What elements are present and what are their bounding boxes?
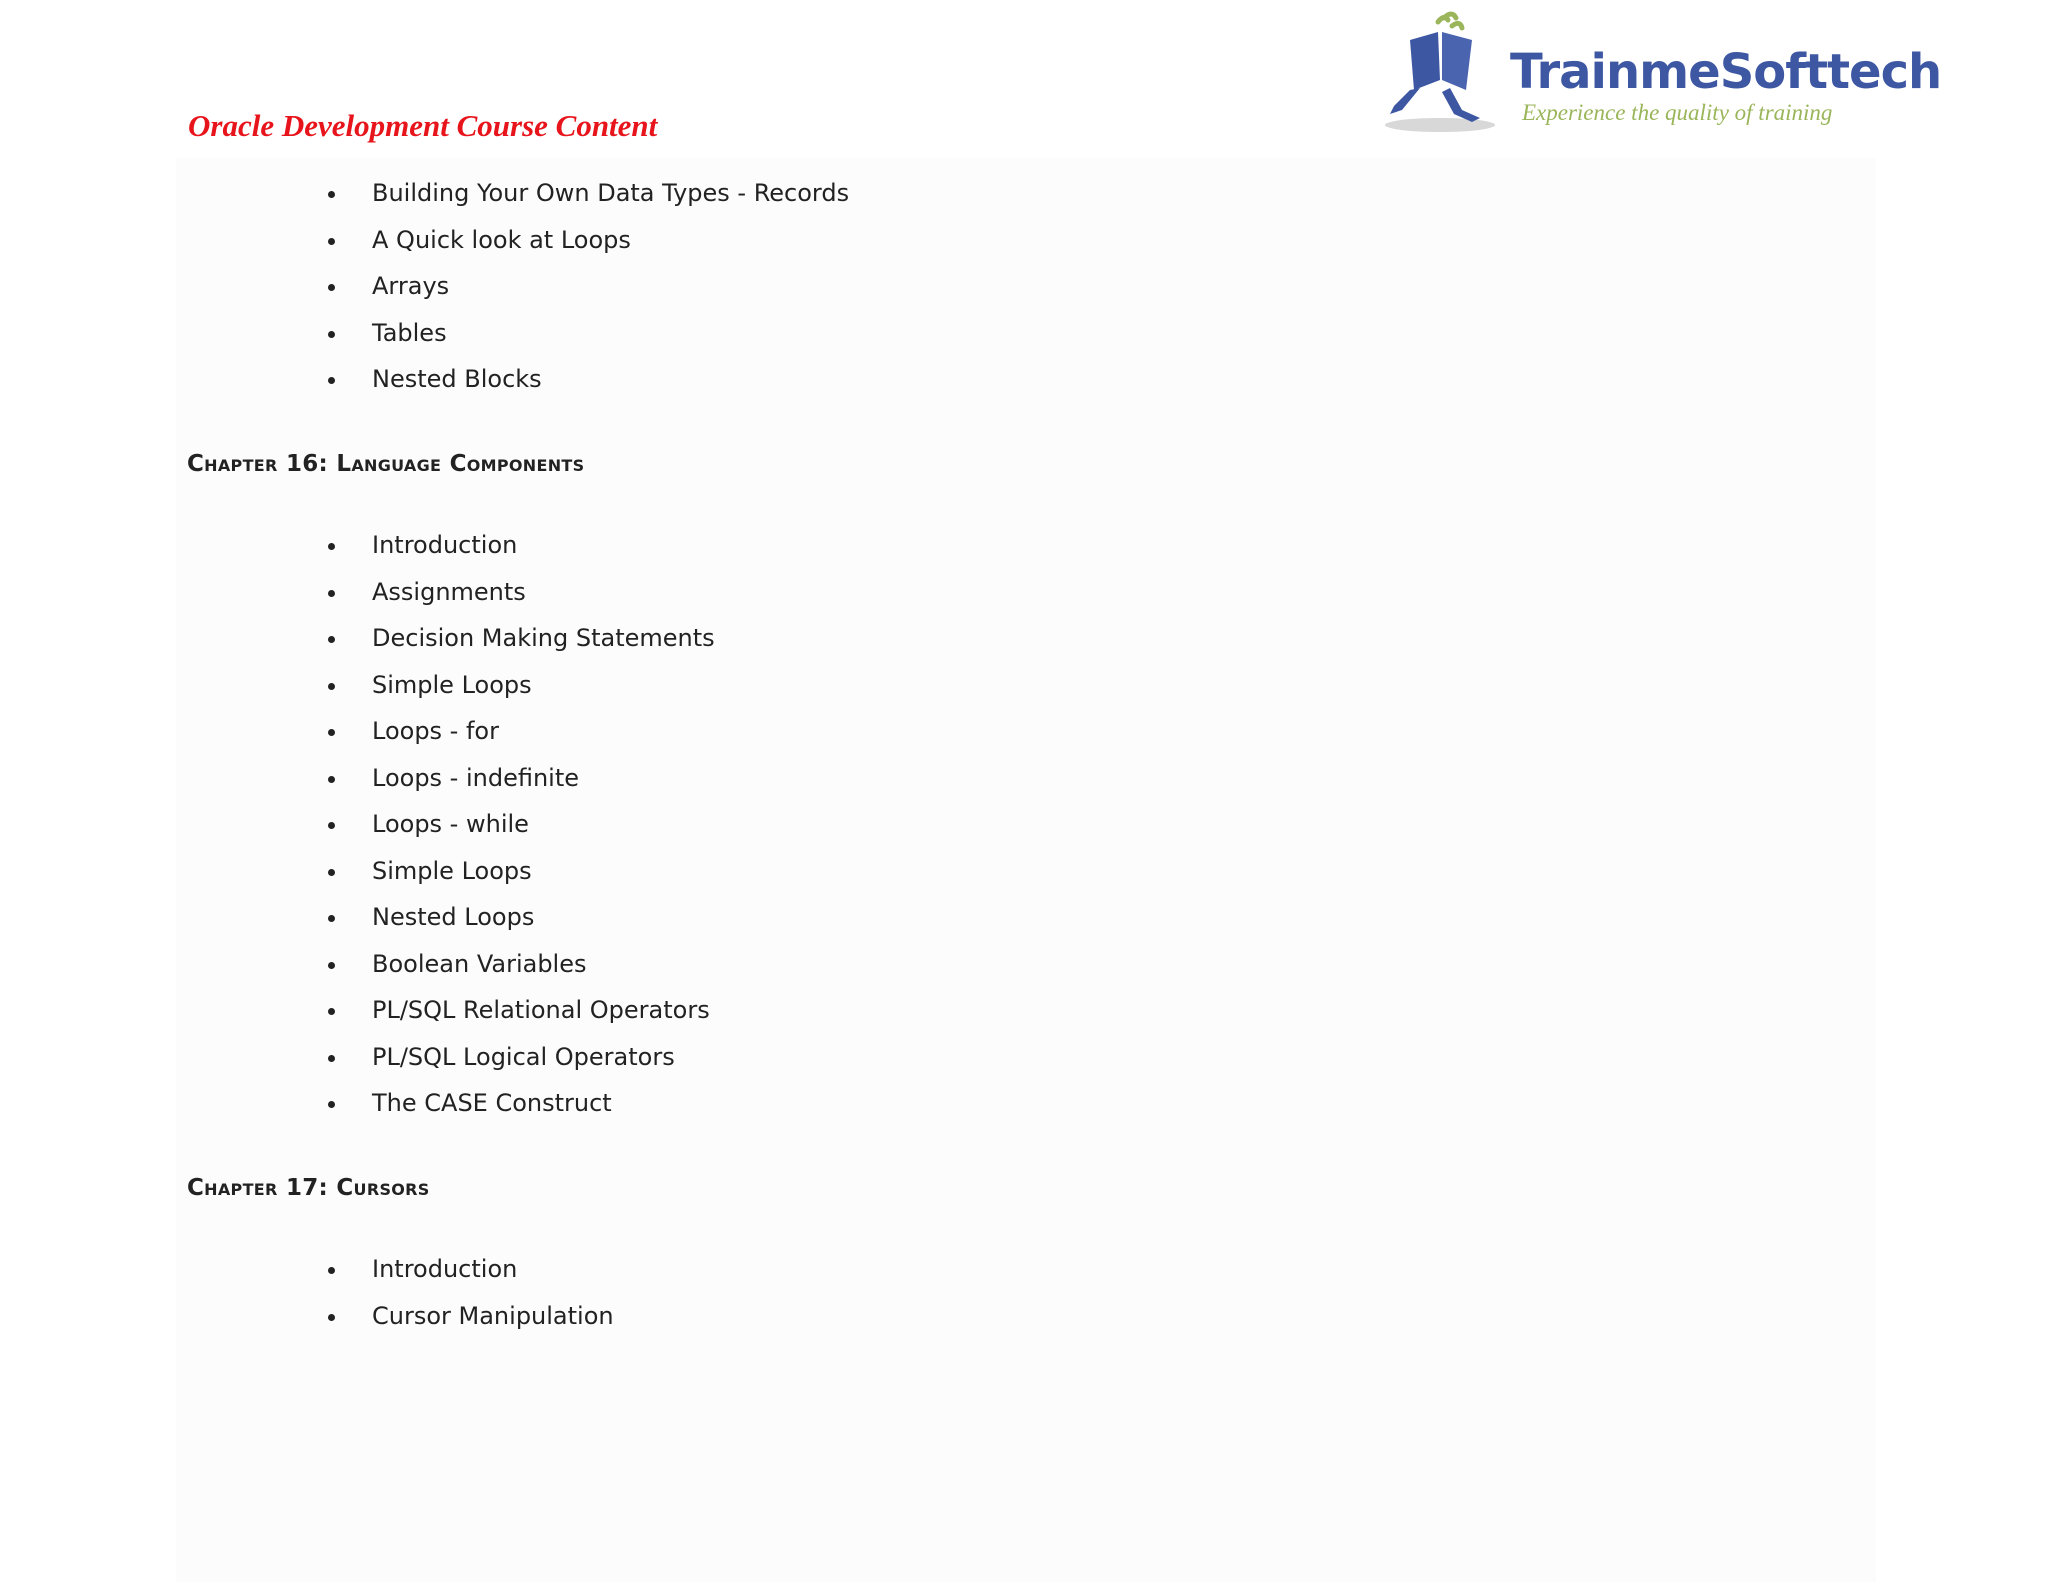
document-title: Oracle Development Course Content	[188, 108, 658, 143]
chapter-17-heading: Chapter 17: Cursors	[187, 1175, 430, 1201]
chapter-16-heading: Chapter 16: Language Components	[187, 451, 585, 477]
bullet-icon	[328, 543, 335, 550]
list-item: Introduction	[326, 1254, 614, 1301]
list-item: Nested Blocks	[326, 364, 849, 411]
list-item: A Quick look at Loops	[326, 225, 849, 272]
bullet-icon	[328, 1008, 335, 1015]
topic-list-top	[326, 178, 849, 411]
running-book-person-icon	[1380, 10, 1510, 135]
bullet-icon	[328, 1314, 335, 1321]
list-item: PL/SQL Logical Operators	[326, 1042, 715, 1089]
bullet-icon	[328, 1267, 335, 1274]
bullet-icon	[328, 636, 335, 643]
list-item: Simple Loops	[326, 670, 715, 717]
list-item: Simple Loops	[326, 856, 715, 903]
list-item: Nested Loops	[326, 902, 715, 949]
bullet-icon	[328, 1055, 335, 1062]
bullet-icon	[328, 962, 335, 969]
bullet-icon	[328, 822, 335, 829]
list-item: Introduction	[326, 530, 715, 577]
list-item: Loops - indefinite	[326, 763, 715, 810]
list-item: Decision Making Statements	[326, 623, 715, 670]
bullet-icon	[328, 869, 335, 876]
bullet-icon	[328, 377, 335, 384]
list-item: Arrays	[326, 271, 849, 318]
bullet-icon	[328, 729, 335, 736]
bullet-icon	[328, 284, 335, 291]
list-item: The CASE Construct	[326, 1088, 715, 1135]
logo-tagline: Experience the quality of training	[1522, 100, 1833, 125]
list-item: Assignments	[326, 577, 715, 624]
bullet-icon	[328, 683, 335, 690]
list-item: PL/SQL Relational Operators	[326, 995, 715, 1042]
bullet-icon	[328, 191, 335, 198]
bullet-icon	[328, 331, 335, 338]
company-logo	[1380, 10, 1942, 135]
bullet-icon	[328, 238, 335, 245]
list-item: Tables	[326, 318, 849, 365]
list-item: Loops - for	[326, 716, 715, 763]
logo-wordmark: TrainmeSofttech	[1510, 44, 1942, 100]
bullet-icon	[328, 1101, 335, 1108]
bullet-icon	[328, 915, 335, 922]
chapter-16-topic-list	[326, 530, 715, 1135]
list-item: Cursor Manipulation	[326, 1301, 614, 1348]
list-item: Loops - while	[326, 809, 715, 856]
list-item: Building Your Own Data Types - Records	[326, 178, 849, 225]
chapter-17-topic-list	[326, 1254, 614, 1347]
bullet-icon	[328, 590, 335, 597]
bullet-icon	[328, 776, 335, 783]
list-item: Boolean Variables	[326, 949, 715, 996]
